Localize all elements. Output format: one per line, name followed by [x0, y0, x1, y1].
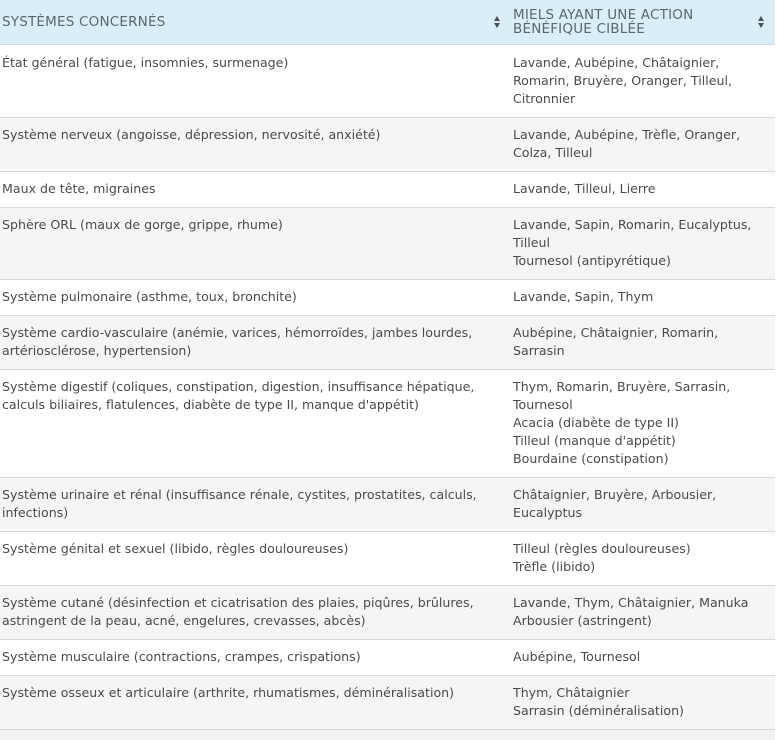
sort-arrows-icon[interactable] [758, 15, 765, 29]
table-row [0, 280, 775, 316]
table-row [0, 118, 775, 172]
table-row [0, 316, 775, 370]
column-header-systems[interactable] [0, 0, 511, 45]
table-row [0, 640, 775, 676]
system-cell: Système osseux et articulaire (arthrite, rhumatismes, déminéralisation) [0, 676, 511, 730]
system-cell: Système nerveux (angoisse, dépression, nervosité, anxiété) [0, 118, 511, 172]
honeys-cell: Thym, Romarin, Bruyère, Sarrasin, Tournesol Acacia (diabète de type II) Tilleul (manque d'appétit) Bourdaine (constipation) [511, 370, 775, 478]
column-header-honeys[interactable] [511, 0, 775, 45]
table-footer-strip [0, 730, 775, 740]
system-cell: Système digestif (coliques, constipation, digestion, insuffisance hépatique, calculs biliaires, flatulences, diabète de type II, manque d'appétit) [0, 370, 511, 478]
honeys-cell: Lavande, Sapin, Thym [511, 280, 775, 316]
honeys-cell: Aubépine, Châtaignier, Romarin, Sarrasin [511, 316, 775, 370]
sort-arrows-icon[interactable] [494, 15, 501, 29]
table-row [0, 45, 775, 118]
system-cell: Système musculaire (contractions, crampes, crispations) [0, 640, 511, 676]
system-cell: Système génital et sexuel (libido, règles douloureuses) [0, 532, 511, 586]
honeys-cell: Tilleul (règles douloureuses) Trèfle (libido) [511, 532, 775, 586]
table-row [0, 676, 775, 730]
system-cell: État général (fatigue, insomnies, surmenage) [0, 45, 511, 118]
table-row [0, 586, 775, 640]
honeys-cell: Lavande, Tilleul, Lierre [511, 172, 775, 208]
honeys-cell: Lavande, Sapin, Romarin, Eucalyptus, Tilleul Tournesol (antipyrétique) [511, 208, 775, 280]
table-row [0, 532, 775, 586]
honeys-cell: Lavande, Aubépine, Châtaignier, Romarin, Bruyère, Oranger, Tilleul, Citronnier [511, 45, 775, 118]
table-row [0, 172, 775, 208]
table-row [0, 478, 775, 532]
table-header [0, 0, 775, 45]
column-header-label: SYSTÈMES CONCERNÉS [2, 14, 166, 30]
honeys-cell: Thym, Châtaignier Sarrasin (déminéralisation) [511, 676, 775, 730]
system-cell: Système pulmonaire (asthme, toux, bronchite) [0, 280, 511, 316]
system-cell: Sphère ORL (maux de gorge, grippe, rhume) [0, 208, 511, 280]
table-body [0, 45, 775, 730]
honeys-cell: Lavande, Aubépine, Trèfle, Oranger, Colza, Tilleul [511, 118, 775, 172]
column-header-label: MIELS AYANT UNE ACTION BÉNÉFIQUE CIBLÉE [513, 7, 694, 37]
system-cell: Système cutané (désinfection et cicatrisation des plaies, piqûres, brûlures, astringent de la peau, acné, engelures, crevasses, abcès) [0, 586, 511, 640]
honeys-cell: Lavande, Thym, Châtaignier, Manuka Arbousier (astringent) [511, 586, 775, 640]
header-row [0, 0, 775, 45]
table-row [0, 208, 775, 280]
honeys-cell: Châtaignier, Bruyère, Arbousier, Eucalyptus [511, 478, 775, 532]
system-cell: Maux de tête, migraines [0, 172, 511, 208]
system-cell: Système urinaire et rénal (insuffisance rénale, cystites, prostatites, calculs, infections) [0, 478, 511, 532]
system-cell: Système cardio-vasculaire (anémie, varices, hémorroïdes, jambes lourdes, artériosclérose, hypertension) [0, 316, 511, 370]
honeys-cell: Aubépine, Tournesol [511, 640, 775, 676]
table-row [0, 370, 775, 478]
